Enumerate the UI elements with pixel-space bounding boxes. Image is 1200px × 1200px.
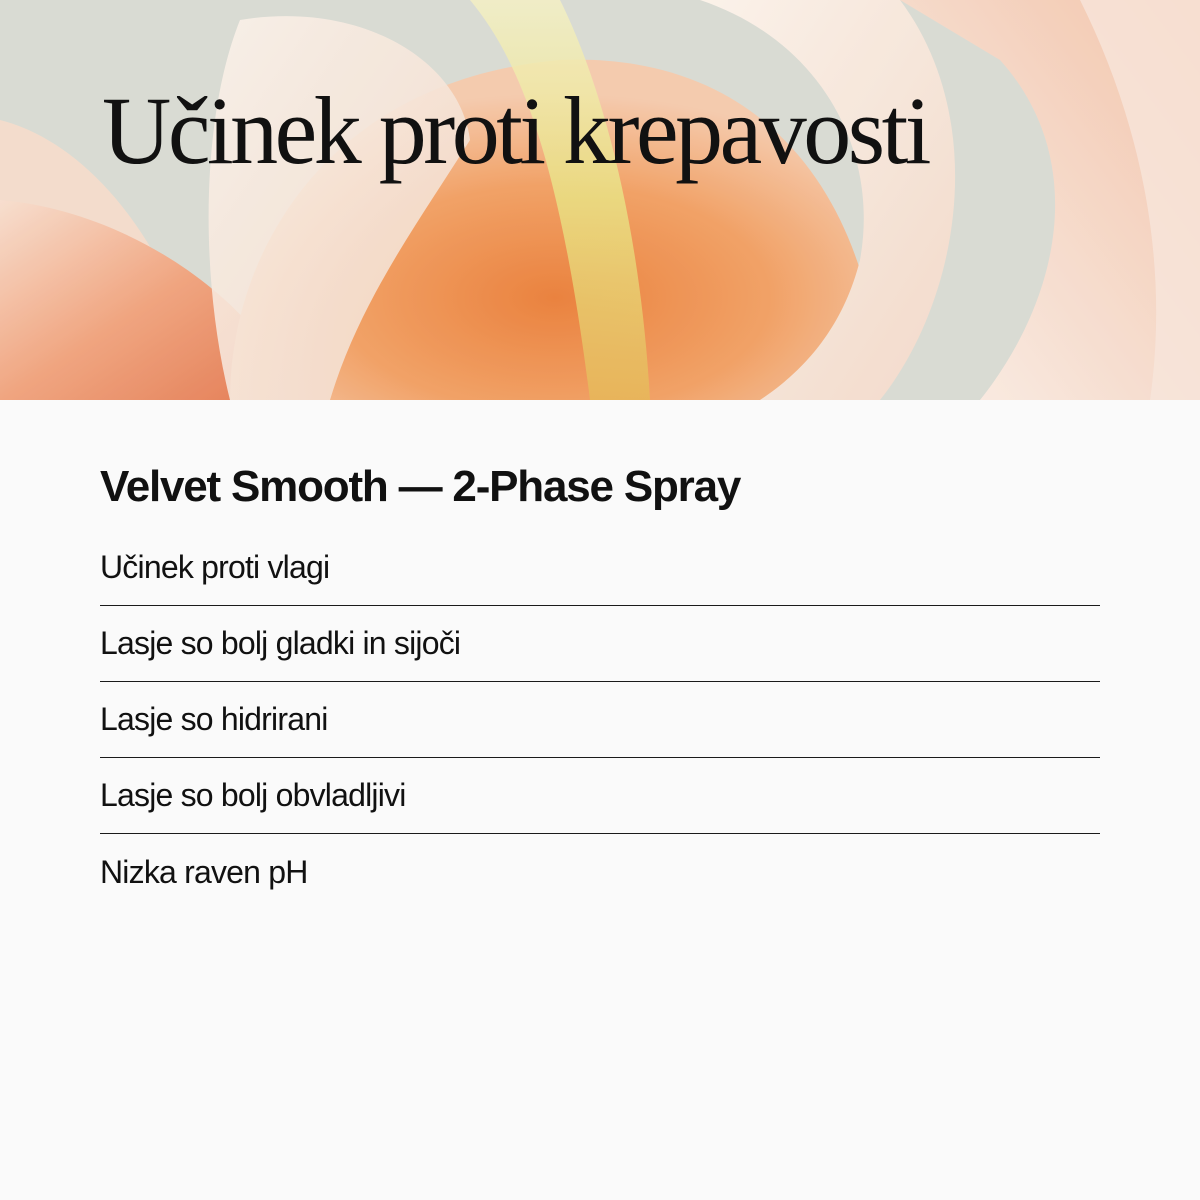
feature-list xyxy=(100,530,1100,910)
list-item: Lasje so bolj obvladljivi xyxy=(100,758,1100,834)
hero-title: Učinek proti krepavosti xyxy=(102,77,928,184)
list-item: Lasje so bolj gladki in sijoči xyxy=(100,606,1100,682)
list-item: Nizka raven pH xyxy=(100,853,308,890)
list-item: Učinek proti vlagi xyxy=(100,530,1100,606)
list-item: Lasje so hidrirani xyxy=(100,682,1100,758)
tulip-flower-image xyxy=(0,0,1200,400)
product-title: Velvet Smooth — 2-Phase Spray xyxy=(100,462,741,511)
hero-banner xyxy=(0,0,1200,400)
